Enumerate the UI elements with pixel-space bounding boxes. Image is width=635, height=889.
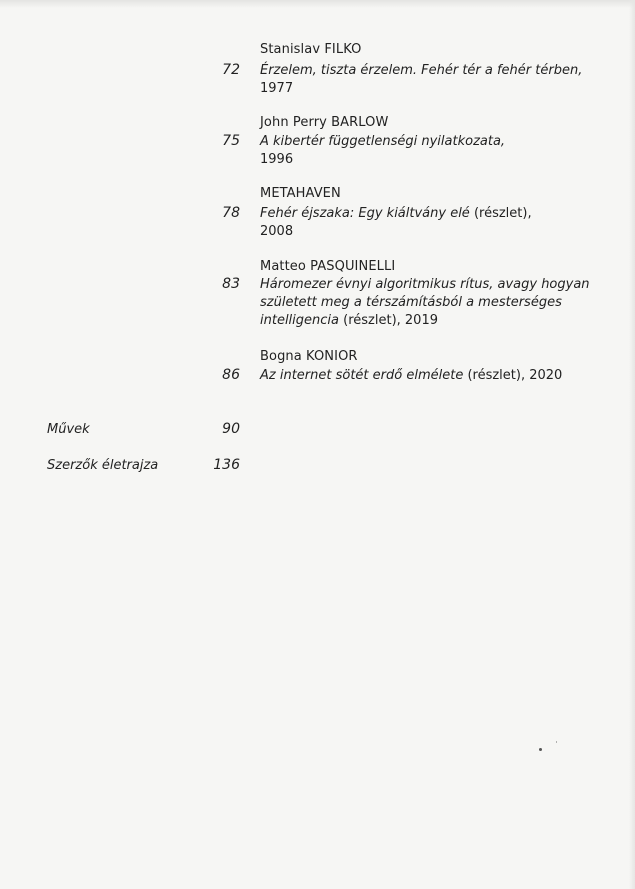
entry-title-line: Az internet sötét erdő elmélete (260, 368, 464, 383)
paper-speck (556, 741, 557, 743)
entry-year: 1996 (260, 152, 294, 167)
section-label: Szerzők életrajza (47, 458, 159, 473)
entry-title-line: Háromezer évnyi algoritmikus rítus, avagy hogyan (260, 277, 590, 292)
section-page-number: 90 (222, 421, 240, 437)
page-top-shadow (0, 0, 635, 8)
entry-work (260, 205, 590, 241)
entry-suffix: (részlet), 2019 (339, 313, 438, 328)
entry-title-line: született meg a térszámításból a mesterséges (260, 295, 562, 310)
paper-speck (539, 748, 542, 751)
entry-suffix: (részlet), (469, 206, 532, 221)
entry-page-number: 72 (222, 62, 240, 78)
entry-page-number: 86 (222, 367, 240, 383)
entry-author: John Perry BARLOW (260, 115, 389, 130)
entry-title-line: intelligencia (260, 313, 339, 328)
entry-title-line: Érzelem, tiszta érzelem. Fehér tér a fehér térben, (260, 63, 583, 78)
section-page-number: 136 (213, 457, 240, 473)
entry-year: 2008 (260, 224, 294, 239)
entry-author: Bogna KONIOR (260, 349, 358, 364)
entry-year: 1977 (260, 81, 294, 96)
entry-work (260, 276, 590, 330)
section-label: Művek (47, 422, 90, 437)
entry-work (260, 133, 590, 169)
entry-title-line: Fehér éjszaka: Egy kiáltvány elé (260, 206, 470, 221)
entry-author: METAHAVEN (260, 186, 341, 201)
page-right-shadow (629, 0, 635, 889)
entry-work (260, 367, 590, 385)
entry-title-line: A kibertér függetlenségi nyilatkozata, (260, 134, 506, 149)
entry-page-number: 83 (222, 276, 240, 292)
entry-work (260, 62, 590, 98)
entry-page-number: 75 (222, 133, 240, 149)
entry-author: Matteo PASQUINELLI (260, 259, 396, 274)
entry-author: Stanislav FILKO (260, 42, 362, 57)
entry-page-number: 78 (222, 205, 240, 221)
entry-suffix: (részlet), 2020 (463, 368, 563, 383)
